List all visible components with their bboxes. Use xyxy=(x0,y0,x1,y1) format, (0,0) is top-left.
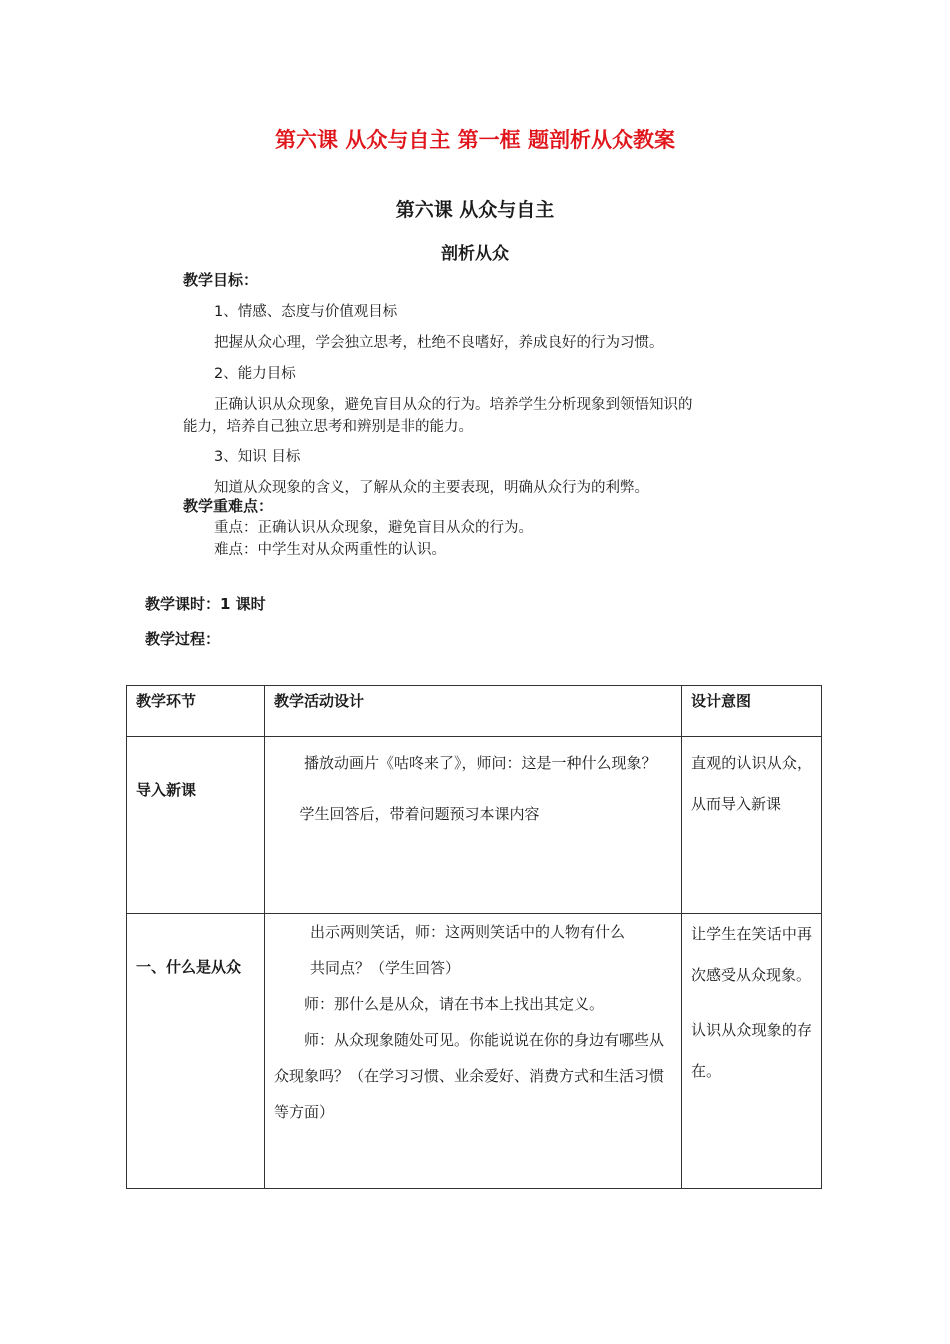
intent-cell xyxy=(682,737,822,914)
intent-cell xyxy=(682,914,822,1189)
table-row xyxy=(127,737,822,914)
activity-text: 播放动画片《咕咚来了》，师问：这是一种什么现象？ xyxy=(304,754,657,772)
objective-3-text: 知道从众现象的含义，了解从众的主要表现，明确从众行为的利弊。 xyxy=(214,480,649,496)
activity-text: 师：从众现象随处可见。你能说说在你的身边有哪些从众现象吗？（在学习习惯、业余爱好、消费方式和生活习惯等方面） xyxy=(274,1031,665,1121)
objectives-label: 教学目标： xyxy=(183,271,259,289)
activity-text: 学生回答后，带着问题预习本课内容 xyxy=(299,805,540,823)
intent-text: 认识从众现象的存在。 xyxy=(691,1021,812,1080)
objective-3-title: 3、知识 目标 xyxy=(214,449,301,465)
activity-cell xyxy=(265,737,682,914)
table-header-cell xyxy=(682,686,822,737)
objective-2-title: 2、能力目标 xyxy=(214,366,296,382)
stage-label: 导入新课 xyxy=(136,781,197,799)
header-activity: 教学活动设计 xyxy=(274,692,365,710)
stage-label: 一、什么是从众 xyxy=(136,958,242,976)
stage-cell xyxy=(127,914,265,1189)
process-label: 教学过程： xyxy=(145,630,221,648)
document-title: 第六课 从众与自主 第一框 题剖析从众教案 xyxy=(275,128,675,152)
objective-2-text-line2: 能力，培养自己独立思考和辨别是非的能力。 xyxy=(183,419,473,435)
lesson-heading: 第六课 从众与自主 xyxy=(395,199,555,221)
key-points-label: 教学重难点： xyxy=(183,497,274,515)
teaching-process-table xyxy=(126,685,822,1189)
table-row xyxy=(127,914,822,1189)
objective-1-title: 1、情感、态度与价值观目标 xyxy=(214,304,398,320)
objective-2-text-line1: 正确认识从众现象，避免盲目从众的行为。培养学生分析现象到领悟知识的 xyxy=(214,397,693,413)
table-header-row xyxy=(127,686,822,737)
objective-1-text: 把握从众心理，学会独立思考，杜绝不良嗜好，养成良好的行为习惯。 xyxy=(214,335,664,351)
activity-text: 出示两则笑话，师：这两则笑话中的人物有什么共同点？（学生回答） xyxy=(310,923,626,977)
class-hours: 教学课时：1 课时 xyxy=(145,595,266,613)
sub-heading: 剖析从众 xyxy=(441,244,509,264)
table-header-cell xyxy=(127,686,265,737)
difficult-point: 难点：中学生对从众两重性的认识。 xyxy=(214,542,446,558)
table-header-cell xyxy=(265,686,682,737)
intent-text: 让学生在笑话中再次感受从众现象。 xyxy=(691,925,812,984)
activity-cell xyxy=(265,914,682,1189)
key-point: 重点：正确认识从众现象，避免盲目从众的行为。 xyxy=(214,520,533,536)
intent-text: 直观的认识从众，从而导入新课 xyxy=(691,754,812,813)
activity-text: 师：那什么是从众，请在书本上找出其定义。 xyxy=(304,995,605,1013)
header-stage: 教学环节 xyxy=(136,692,197,710)
stage-cell xyxy=(127,737,265,914)
header-intent: 设计意图 xyxy=(691,692,752,710)
